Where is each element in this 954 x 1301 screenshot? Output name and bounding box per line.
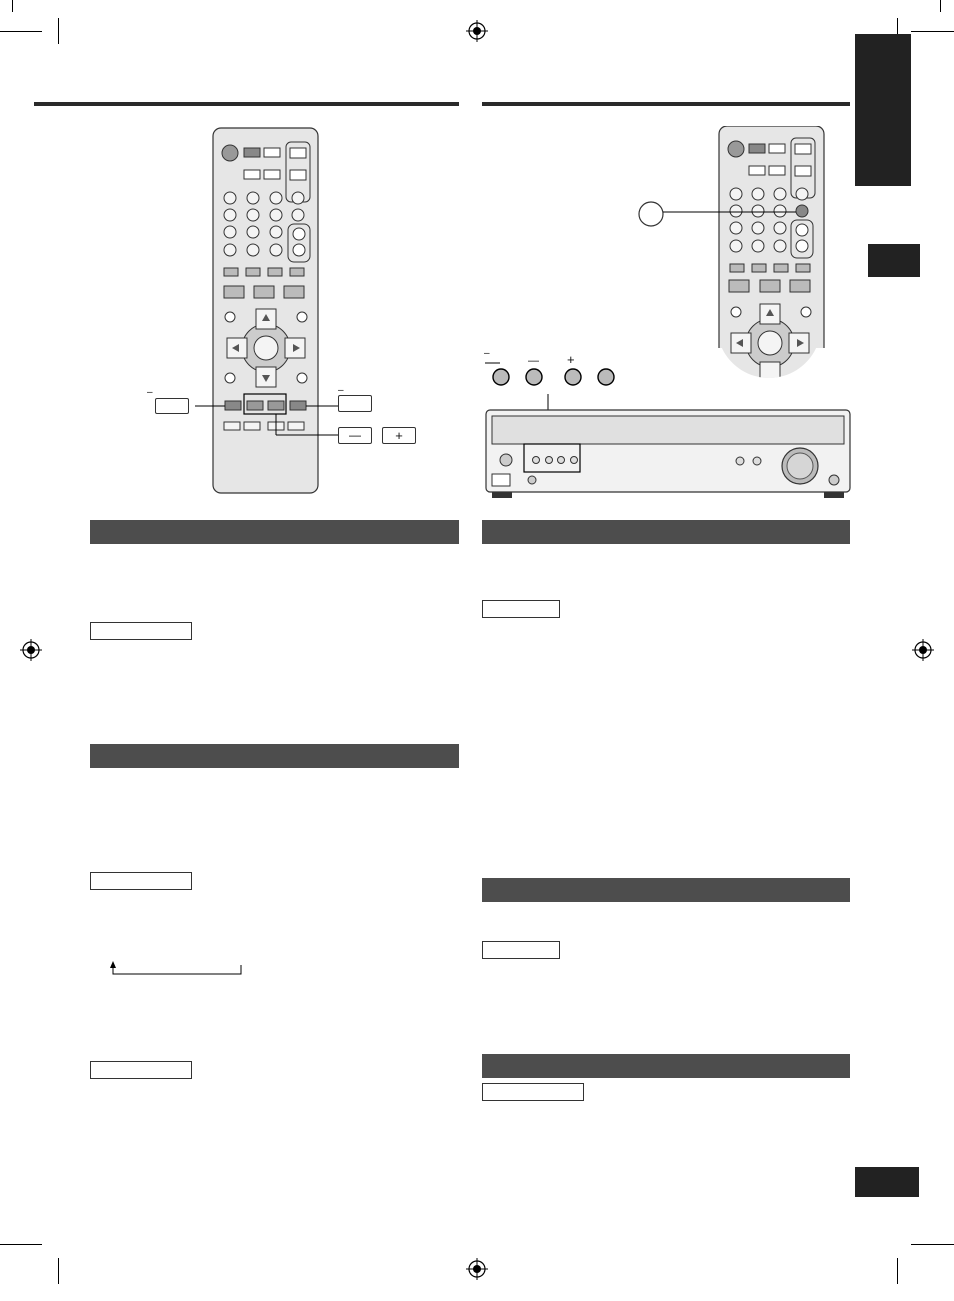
right-callout-button <box>338 395 372 412</box>
minus-callout-button: — <box>338 427 372 444</box>
right-note-box-2 <box>482 941 560 959</box>
left-callout-mark: – <box>147 387 153 398</box>
crop-mark-icon <box>12 0 13 12</box>
front-btn1-mark: – <box>484 348 490 359</box>
power-icon <box>222 145 238 161</box>
left-section-bar-1 <box>90 520 459 544</box>
crop-mark-icon <box>58 1258 59 1284</box>
left-callout-button <box>155 398 189 414</box>
right-callout-mark: – <box>338 385 344 396</box>
side-tab-section <box>868 244 920 277</box>
front-btn3-mark: + <box>567 352 575 367</box>
right-section-rule <box>482 102 850 106</box>
left-note-box-1 <box>90 622 192 640</box>
crop-mark-icon <box>911 1244 954 1245</box>
crop-mark-icon <box>0 31 42 32</box>
right-section-bar-3 <box>482 1054 850 1078</box>
registration-mark-icon <box>912 639 934 661</box>
right-remote-illustration <box>634 126 834 378</box>
left-section-bar-2 <box>90 744 459 768</box>
up-arrow-icon <box>110 961 116 968</box>
front-btn2-mark: — <box>528 355 539 367</box>
left-note-box-3 <box>90 1061 192 1079</box>
crop-mark-icon <box>940 0 941 12</box>
side-tab-language <box>855 34 911 186</box>
left-note-box-2 <box>90 872 192 890</box>
right-section-bar-2 <box>482 878 850 902</box>
crop-mark-icon <box>897 1258 898 1284</box>
registration-mark-icon <box>20 639 42 661</box>
left-section-rule <box>34 102 459 106</box>
registration-mark-icon <box>466 1258 488 1280</box>
crop-mark-icon <box>58 18 59 44</box>
right-section-bar-1 <box>482 520 850 544</box>
cycle-arrow-diagram <box>108 960 248 978</box>
page-number-tab <box>855 1167 919 1197</box>
plus-callout-button: + <box>382 427 416 444</box>
crop-mark-icon <box>911 31 954 32</box>
right-note-box-3 <box>482 1083 584 1101</box>
crop-mark-icon <box>0 1244 42 1245</box>
right-note-box-1 <box>482 600 560 618</box>
registration-mark-icon <box>466 20 488 42</box>
receiver-unit-illustration <box>484 408 854 500</box>
